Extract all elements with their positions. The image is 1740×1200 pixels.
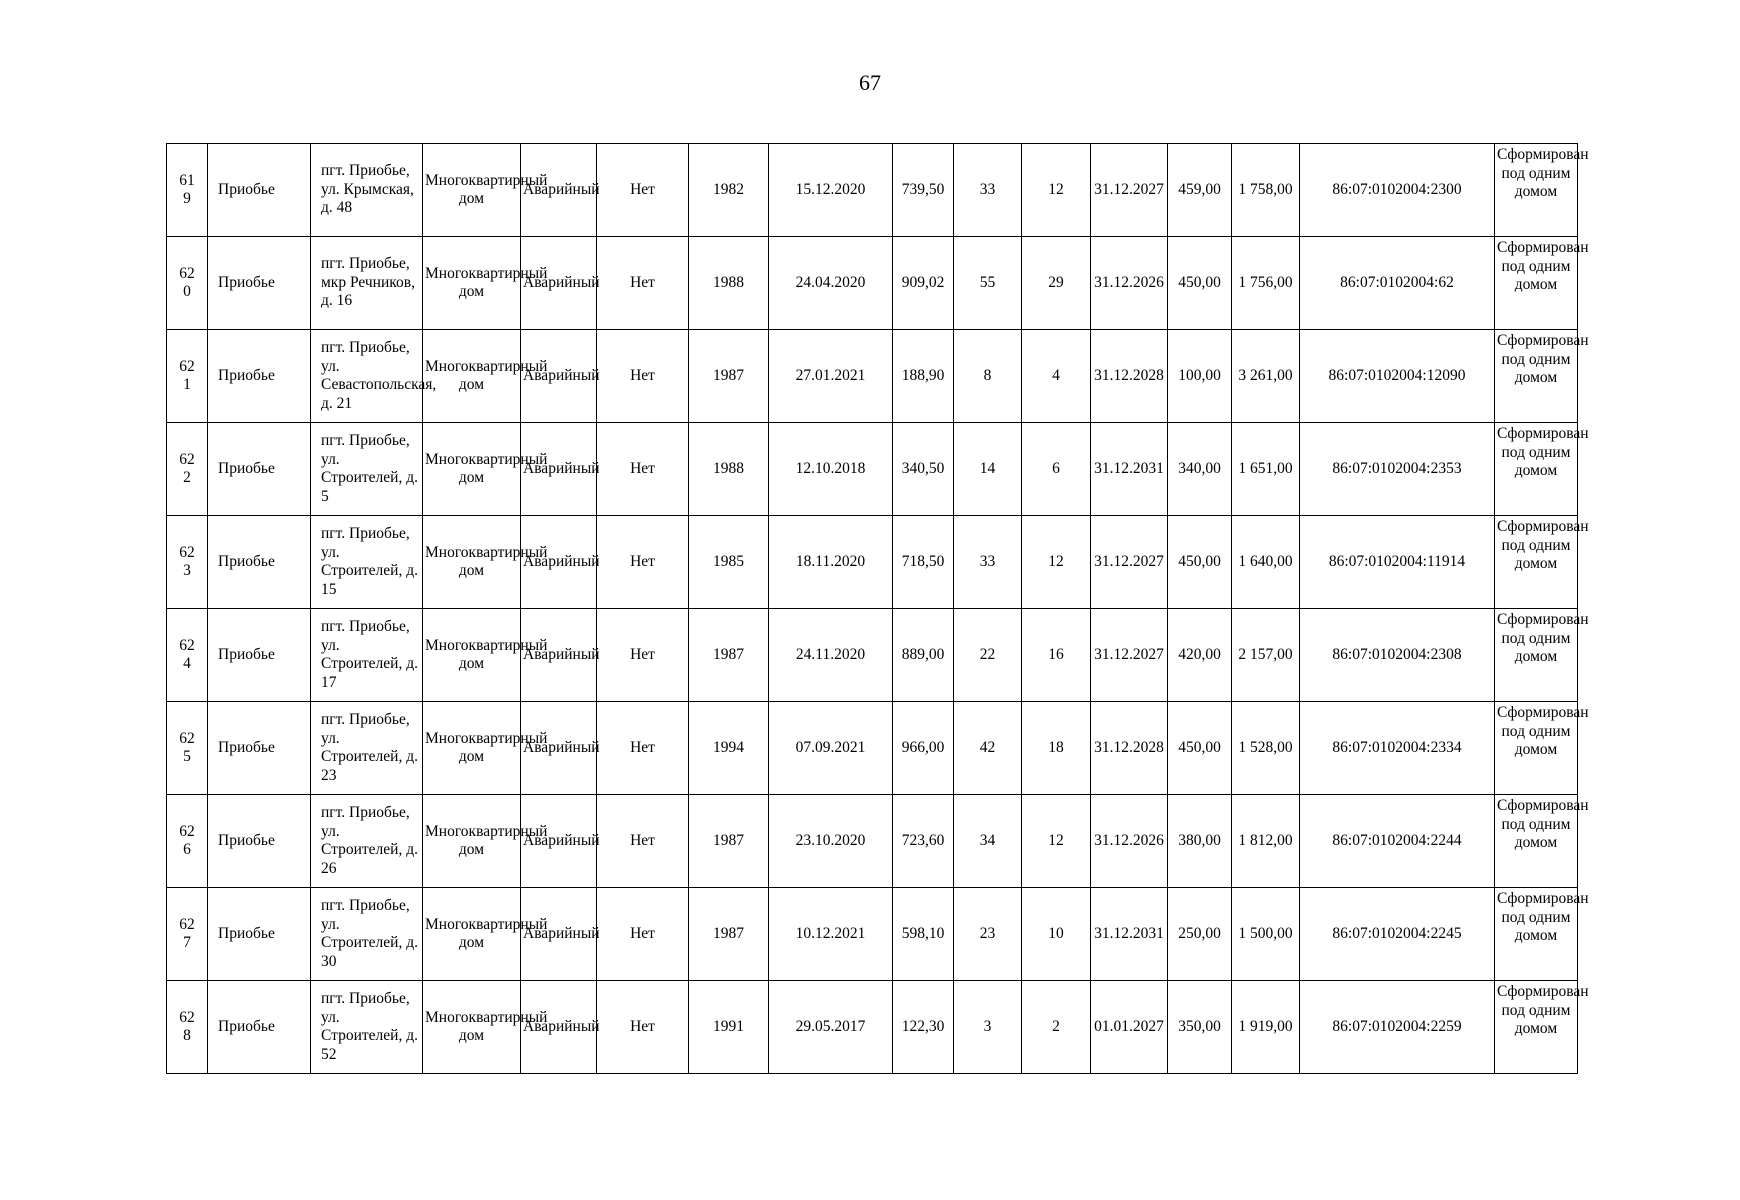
cell-land-area: 380,00 (1168, 795, 1232, 888)
cell-status: Сформирован под одним домом (1495, 795, 1578, 888)
cell-address: пгт. Приобье, ул. Строителей, д. 30 (311, 888, 423, 981)
table-row (167, 795, 1578, 888)
cell-year: 1994 (689, 702, 769, 795)
cell-address: пгт. Приобье, ул. Строителей, д. 5 (311, 423, 423, 516)
cell-land-area: 459,00 (1168, 144, 1232, 237)
cell-settlement: Приобье (208, 981, 311, 1074)
table-row (167, 237, 1578, 330)
cell-cadastral-number: 86:07:0102004:12090 (1300, 330, 1495, 423)
cell-area: 598,10 (893, 888, 954, 981)
cell-rooms: 18 (1022, 702, 1091, 795)
cell-area: 340,50 (893, 423, 954, 516)
cell-condition: Аварийный (521, 609, 597, 702)
cell-flag: Нет (597, 981, 689, 1074)
cell-address: пгт. Приобье, ул. Строителей, д. 15 (311, 516, 423, 609)
housing-registry-table (166, 143, 1589, 1074)
cell-rooms: 12 (1022, 516, 1091, 609)
cell-rooms: 16 (1022, 609, 1091, 702)
cell-building-type: Многоквартирный дом (423, 888, 521, 981)
cell-address: пгт. Приобье, ул. Строителей, д. 26 (311, 795, 423, 888)
cell-condition: Аварийный (521, 330, 597, 423)
cell-status: Сформирован под одним домом (1495, 237, 1578, 330)
cell-flag: Нет (597, 609, 689, 702)
cell-land-area: 250,00 (1168, 888, 1232, 981)
cell-area-total: 1 528,00 (1232, 702, 1300, 795)
cell-condition: Аварийный (521, 702, 597, 795)
cell-building-type: Многоквартирный дом (423, 981, 521, 1074)
cell-date: 18.11.2020 (769, 516, 893, 609)
table-body (167, 144, 1589, 1074)
cell-rooms: 29 (1022, 237, 1091, 330)
cell-year: 1987 (689, 888, 769, 981)
cell-deadline: 01.01.2027 (1091, 981, 1168, 1074)
cell-flag: Нет (597, 795, 689, 888)
cell-deadline: 31.12.2027 (1091, 609, 1168, 702)
cell-deadline: 31.12.2028 (1091, 702, 1168, 795)
table-row (167, 516, 1578, 609)
cell-cadastral-number: 86:07:0102004:2300 (1300, 144, 1495, 237)
cell-number: 627 (167, 888, 208, 981)
cell-date: 23.10.2020 (769, 795, 893, 888)
cell-number: 621 (167, 330, 208, 423)
cell-status: Сформирован под одним домом (1495, 609, 1578, 702)
cell-cadastral-number: 86:07:0102004:2353 (1300, 423, 1495, 516)
table-row (167, 609, 1578, 702)
cell-area-total: 1 640,00 (1232, 516, 1300, 609)
cell-cadastral-number: 86:07:0102004:2259 (1300, 981, 1495, 1074)
cell-rooms: 10 (1022, 888, 1091, 981)
cell-area: 718,50 (893, 516, 954, 609)
cell-status: Сформирован под одним домом (1495, 330, 1578, 423)
cell-residents: 3 (954, 981, 1022, 1074)
cell-residents: 14 (954, 423, 1022, 516)
cell-status: Сформирован под одним домом (1495, 423, 1578, 516)
cell-flag: Нет (597, 516, 689, 609)
cell-date: 27.01.2021 (769, 330, 893, 423)
cell-land-area: 420,00 (1168, 609, 1232, 702)
cell-area: 966,00 (893, 702, 954, 795)
cell-condition: Аварийный (521, 888, 597, 981)
cell-settlement: Приобье (208, 516, 311, 609)
cell-year: 1985 (689, 516, 769, 609)
cell-building-type: Многоквартирный дом (423, 702, 521, 795)
cell-cadastral-number: 86:07:0102004:2308 (1300, 609, 1495, 702)
cell-area-total: 1 812,00 (1232, 795, 1300, 888)
cell-year: 1987 (689, 330, 769, 423)
cell-rooms: 12 (1022, 144, 1091, 237)
cell-number: 619 (167, 144, 208, 237)
cell-rooms: 12 (1022, 795, 1091, 888)
cell-area-total: 1 651,00 (1232, 423, 1300, 516)
cell-residents: 23 (954, 888, 1022, 981)
cell-rooms: 2 (1022, 981, 1091, 1074)
cell-address: пгт. Приобье, ул. Строителей, д. 17 (311, 609, 423, 702)
cell-settlement: Приобье (208, 609, 311, 702)
cell-number: 624 (167, 609, 208, 702)
cell-date: 29.05.2017 (769, 981, 893, 1074)
table-row (167, 888, 1578, 981)
cell-land-area: 100,00 (1168, 330, 1232, 423)
cell-area-total: 1 758,00 (1232, 144, 1300, 237)
cell-deadline: 31.12.2027 (1091, 516, 1168, 609)
cell-building-type: Многоквартирный дом (423, 609, 521, 702)
cell-land-area: 450,00 (1168, 516, 1232, 609)
cell-condition: Аварийный (521, 237, 597, 330)
cell-building-type: Многоквартирный дом (423, 516, 521, 609)
cell-year: 1982 (689, 144, 769, 237)
cell-year: 1987 (689, 609, 769, 702)
cell-residents: 33 (954, 144, 1022, 237)
table-row (167, 144, 1578, 237)
cell-rooms: 4 (1022, 330, 1091, 423)
cell-settlement: Приобье (208, 144, 311, 237)
cell-condition: Аварийный (521, 516, 597, 609)
cell-residents: 33 (954, 516, 1022, 609)
table-row (167, 330, 1578, 423)
cell-land-area: 450,00 (1168, 237, 1232, 330)
cell-date: 07.09.2021 (769, 702, 893, 795)
cell-settlement: Приобье (208, 330, 311, 423)
cell-building-type: Многоквартирный дом (423, 795, 521, 888)
cell-address: пгт. Приобье, мкр Речников, д. 16 (311, 237, 423, 330)
cell-number: 628 (167, 981, 208, 1074)
cell-deadline: 31.12.2026 (1091, 237, 1168, 330)
cell-status: Сформирован под одним домом (1495, 981, 1578, 1074)
cell-cadastral-number: 86:07:0102004:11914 (1300, 516, 1495, 609)
cell-number: 622 (167, 423, 208, 516)
cell-residents: 8 (954, 330, 1022, 423)
cell-number: 626 (167, 795, 208, 888)
cell-land-area: 340,00 (1168, 423, 1232, 516)
cell-deadline: 31.12.2031 (1091, 888, 1168, 981)
cell-address: пгт. Приобье, ул. Крымская, д. 48 (311, 144, 423, 237)
cell-year: 1988 (689, 423, 769, 516)
cell-building-type: Многоквартирный дом (423, 144, 521, 237)
cell-deadline: 31.12.2031 (1091, 423, 1168, 516)
cell-deadline: 31.12.2028 (1091, 330, 1168, 423)
cell-land-area: 350,00 (1168, 981, 1232, 1074)
cell-number: 620 (167, 237, 208, 330)
cell-flag: Нет (597, 423, 689, 516)
cell-number: 623 (167, 516, 208, 609)
cell-condition: Аварийный (521, 981, 597, 1074)
cell-year: 1991 (689, 981, 769, 1074)
cell-cadastral-number: 86:07:0102004:62 (1300, 237, 1495, 330)
cell-address: пгт. Приобье, ул. Строителей, д. 52 (311, 981, 423, 1074)
cell-date: 10.12.2021 (769, 888, 893, 981)
cell-building-type: Многоквартирный дом (423, 423, 521, 516)
cell-rooms: 6 (1022, 423, 1091, 516)
cell-residents: 22 (954, 609, 1022, 702)
cell-settlement: Приобье (208, 423, 311, 516)
cell-building-type: Многоквартирный дом (423, 330, 521, 423)
cell-status: Сформирован под одним домом (1495, 888, 1578, 981)
cell-area-total: 1 919,00 (1232, 981, 1300, 1074)
cell-residents: 55 (954, 237, 1022, 330)
cell-residents: 34 (954, 795, 1022, 888)
cell-flag: Нет (597, 702, 689, 795)
cell-flag: Нет (597, 888, 689, 981)
cell-area: 909,02 (893, 237, 954, 330)
cell-settlement: Приобье (208, 702, 311, 795)
cell-area: 723,60 (893, 795, 954, 888)
cell-number: 625 (167, 702, 208, 795)
cell-cadastral-number: 86:07:0102004:2245 (1300, 888, 1495, 981)
cell-date: 24.11.2020 (769, 609, 893, 702)
cell-residents: 42 (954, 702, 1022, 795)
cell-year: 1988 (689, 237, 769, 330)
cell-date: 24.04.2020 (769, 237, 893, 330)
table-row (167, 423, 1578, 516)
cell-flag: Нет (597, 237, 689, 330)
table-row (167, 702, 1578, 795)
cell-area: 739,50 (893, 144, 954, 237)
cell-building-type: Многоквартирный дом (423, 237, 521, 330)
cell-area: 188,90 (893, 330, 954, 423)
table-row (167, 981, 1578, 1074)
cell-flag: Нет (597, 144, 689, 237)
cell-area: 122,30 (893, 981, 954, 1074)
cell-area: 889,00 (893, 609, 954, 702)
cell-condition: Аварийный (521, 795, 597, 888)
cell-condition: Аварийный (521, 423, 597, 516)
page-number: 67 (859, 70, 881, 95)
cell-status: Сформирован под одним домом (1495, 144, 1578, 237)
cell-date: 12.10.2018 (769, 423, 893, 516)
cell-deadline: 31.12.2027 (1091, 144, 1168, 237)
cell-year: 1987 (689, 795, 769, 888)
cell-cadastral-number: 86:07:0102004:2244 (1300, 795, 1495, 888)
cell-flag: Нет (597, 330, 689, 423)
cell-status: Сформирован под одним домом (1495, 516, 1578, 609)
cell-settlement: Приобье (208, 237, 311, 330)
cell-address: пгт. Приобье, ул. Севастопольская, д. 21 (311, 330, 423, 423)
cell-date: 15.12.2020 (769, 144, 893, 237)
cell-area-total: 1 500,00 (1232, 888, 1300, 981)
cell-status: Сформирован под одним домом (1495, 702, 1578, 795)
cell-area-total: 3 261,00 (1232, 330, 1300, 423)
cell-address: пгт. Приобье, ул. Строителей, д. 23 (311, 702, 423, 795)
cell-area-total: 2 157,00 (1232, 609, 1300, 702)
cell-cadastral-number: 86:07:0102004:2334 (1300, 702, 1495, 795)
cell-condition: Аварийный (521, 144, 597, 237)
cell-land-area: 450,00 (1168, 702, 1232, 795)
cell-settlement: Приобье (208, 795, 311, 888)
cell-settlement: Приобье (208, 888, 311, 981)
cell-deadline: 31.12.2026 (1091, 795, 1168, 888)
cell-area-total: 1 756,00 (1232, 237, 1300, 330)
